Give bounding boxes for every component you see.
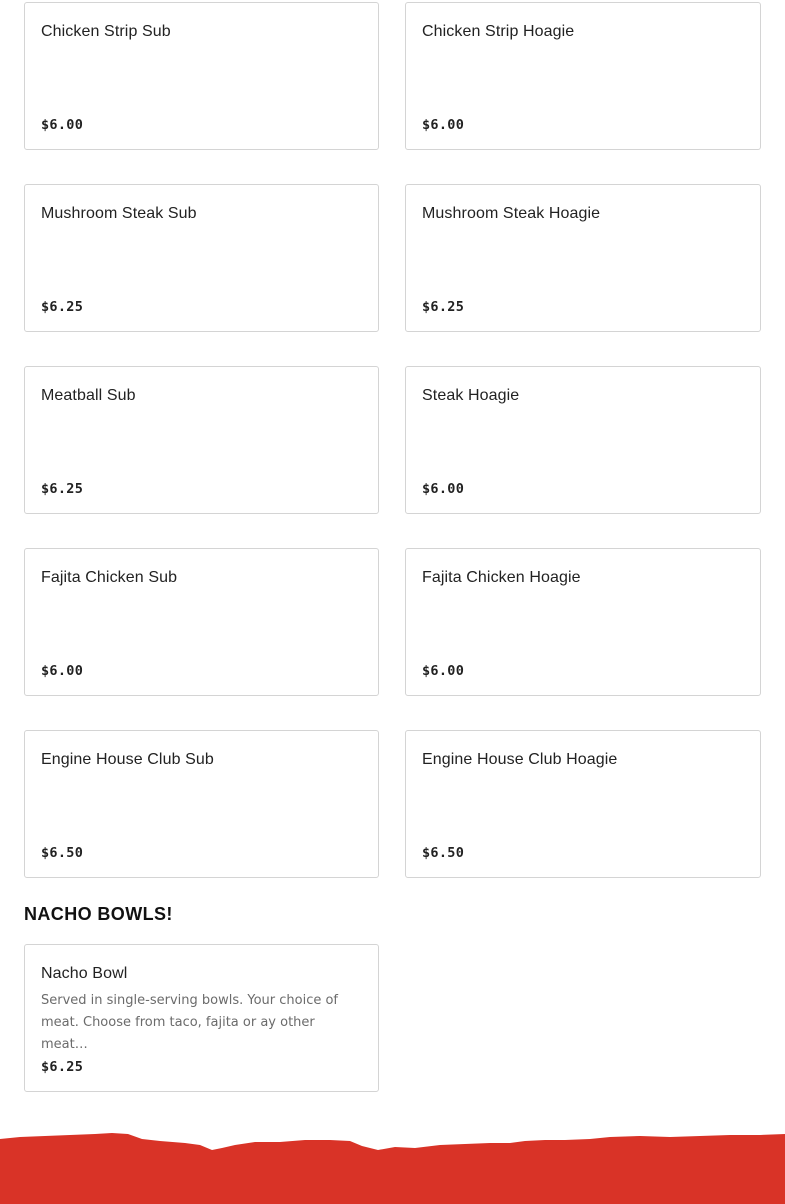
menu-item-card[interactable]	[405, 184, 761, 332]
menu-item-card[interactable]	[405, 730, 761, 878]
menu-item-price: $6.00	[41, 117, 84, 133]
menu-item-card[interactable]	[24, 2, 379, 150]
menu-item-name: Steak Hoagie	[422, 387, 520, 404]
footer-torn-banner	[0, 1125, 785, 1204]
menu-item-name: Chicken Strip Hoagie	[422, 23, 575, 40]
menu-item-name: Mushroom Steak Hoagie	[422, 205, 601, 222]
menu-item-description: Served in single-serving bowls. Your choice of meat. Choose from taco, fajita or ay other meat…	[41, 993, 339, 1052]
menu-item-name: Nacho Bowl	[41, 965, 128, 982]
menu-item-name: Fajita Chicken Hoagie	[422, 569, 581, 586]
menu-item-price: $6.50	[422, 845, 465, 861]
menu-item-card[interactable]	[405, 548, 761, 696]
menu-item-card[interactable]	[24, 548, 379, 696]
menu-item-card[interactable]	[24, 184, 379, 332]
menu-item-card[interactable]	[405, 366, 761, 514]
menu-item-name: Chicken Strip Sub	[41, 23, 171, 40]
menu-item-price: $6.00	[41, 663, 84, 679]
menu-item-name: Fajita Chicken Sub	[41, 569, 178, 586]
menu-item-name: Engine House Club Sub	[41, 751, 214, 768]
menu-item-price: $6.25	[41, 1059, 84, 1075]
menu-item-price: $6.25	[41, 481, 84, 497]
menu-item-card[interactable]	[24, 944, 379, 1092]
menu-item-name: Engine House Club Hoagie	[422, 751, 618, 768]
menu-item-price: $6.25	[41, 299, 84, 315]
menu-item-price: $6.50	[41, 845, 84, 861]
torn-edge-graphic	[0, 1125, 785, 1204]
menu-item-card[interactable]	[405, 2, 761, 150]
menu-item-card[interactable]	[24, 730, 379, 878]
menu-item-price: $6.25	[422, 299, 465, 315]
menu-item-price: $6.00	[422, 117, 465, 133]
menu-item-card[interactable]	[24, 366, 379, 514]
menu-item-name: Meatball Sub	[41, 387, 136, 404]
menu-item-price: $6.00	[422, 481, 465, 497]
menu-item-price: $6.00	[422, 663, 465, 679]
section-title-nacho-bowls: NACHO BOWLS!	[24, 904, 173, 924]
menu-item-name: Mushroom Steak Sub	[41, 205, 197, 222]
